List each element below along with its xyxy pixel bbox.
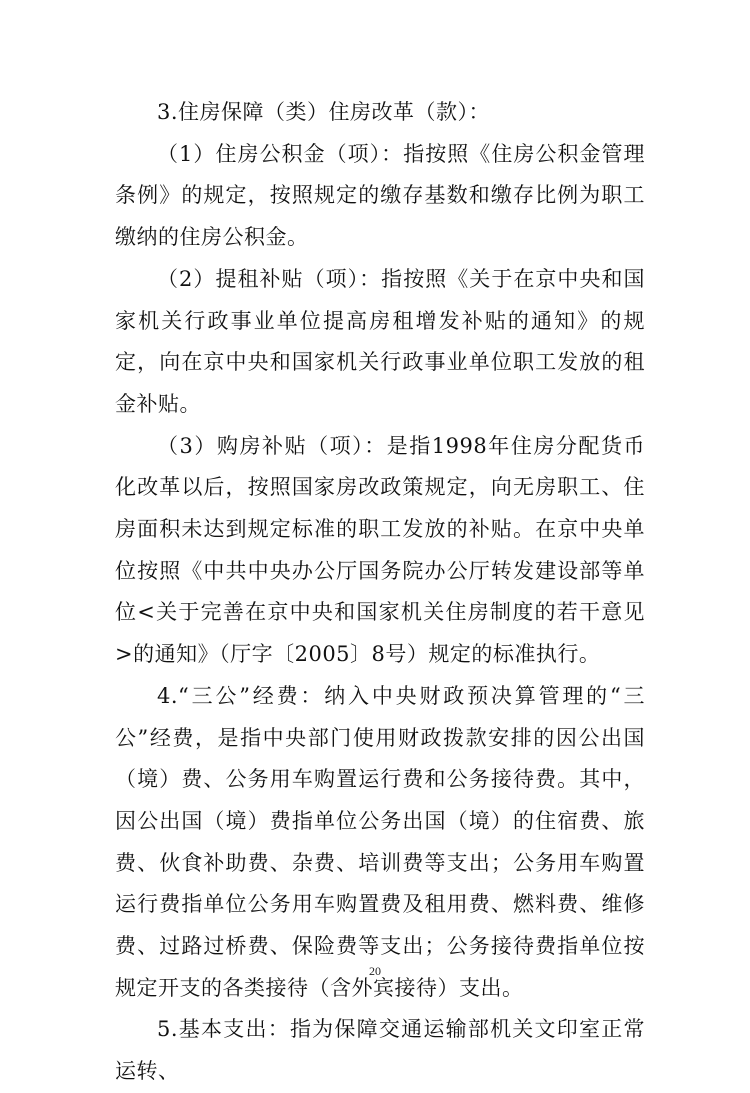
document-body <box>115 92 645 1093</box>
paragraph-rent-subsidy: （2）提租补贴（项）：指按照《关于在京中央和国家机关行政事业单位提高房租增发补贴的通知》的规定，向在京中央和国家机关行政事业单位职工发放的租金补贴。 <box>115 266 645 416</box>
paragraph-three-public-expenses: 4.“三公”经费：纳入中央财政预决算管理的“三公”经费，是指中央部门使用财政拨款安排的因公出国（境）费、公务用车购置运行费和公务接待费。其中，因公出国（境）费指单位公务出国（境）的住宿费、旅费、伙食补助费、杂费、培训费等支出；公务用车购置运行费指单位公务用车购置费及租用费、燃料费、维修费、过路过桥费、保险费等支出；公务接待费指单位按规定开支的各类接待（含外宾接待）支出。 <box>115 683 645 1000</box>
paragraph-basic-expenditure: 5.基本支出：指为保障交通运输部机关文印室正常运转、 <box>115 1017 645 1084</box>
page-number: 20 <box>369 964 381 978</box>
paragraph-housing-fund: （1）住房公积金（项）：指按照《住房公积金管理条例》的规定，按照规定的缴存基数和缴存比例为职工缴纳的住房公积金。 <box>115 141 645 250</box>
paragraph-purchase-subsidy: （3）购房补贴（项）：是指1998年住房分配货币化改革以后，按照国家房改政策规定，向无房职工、住房面积未达到规定标准的职工发放的补贴。在京中央单位按照《中共中央办公厅国务院办公厅转发建设部等单位<关于完善在京中央和国家机关住房制度的若干意见>的通知》（厅字〔2005〕8号）规定的标准执行。 <box>115 433 645 667</box>
section-heading-housing: 3.住房保障（类）住房改革（款）： <box>157 100 491 124</box>
